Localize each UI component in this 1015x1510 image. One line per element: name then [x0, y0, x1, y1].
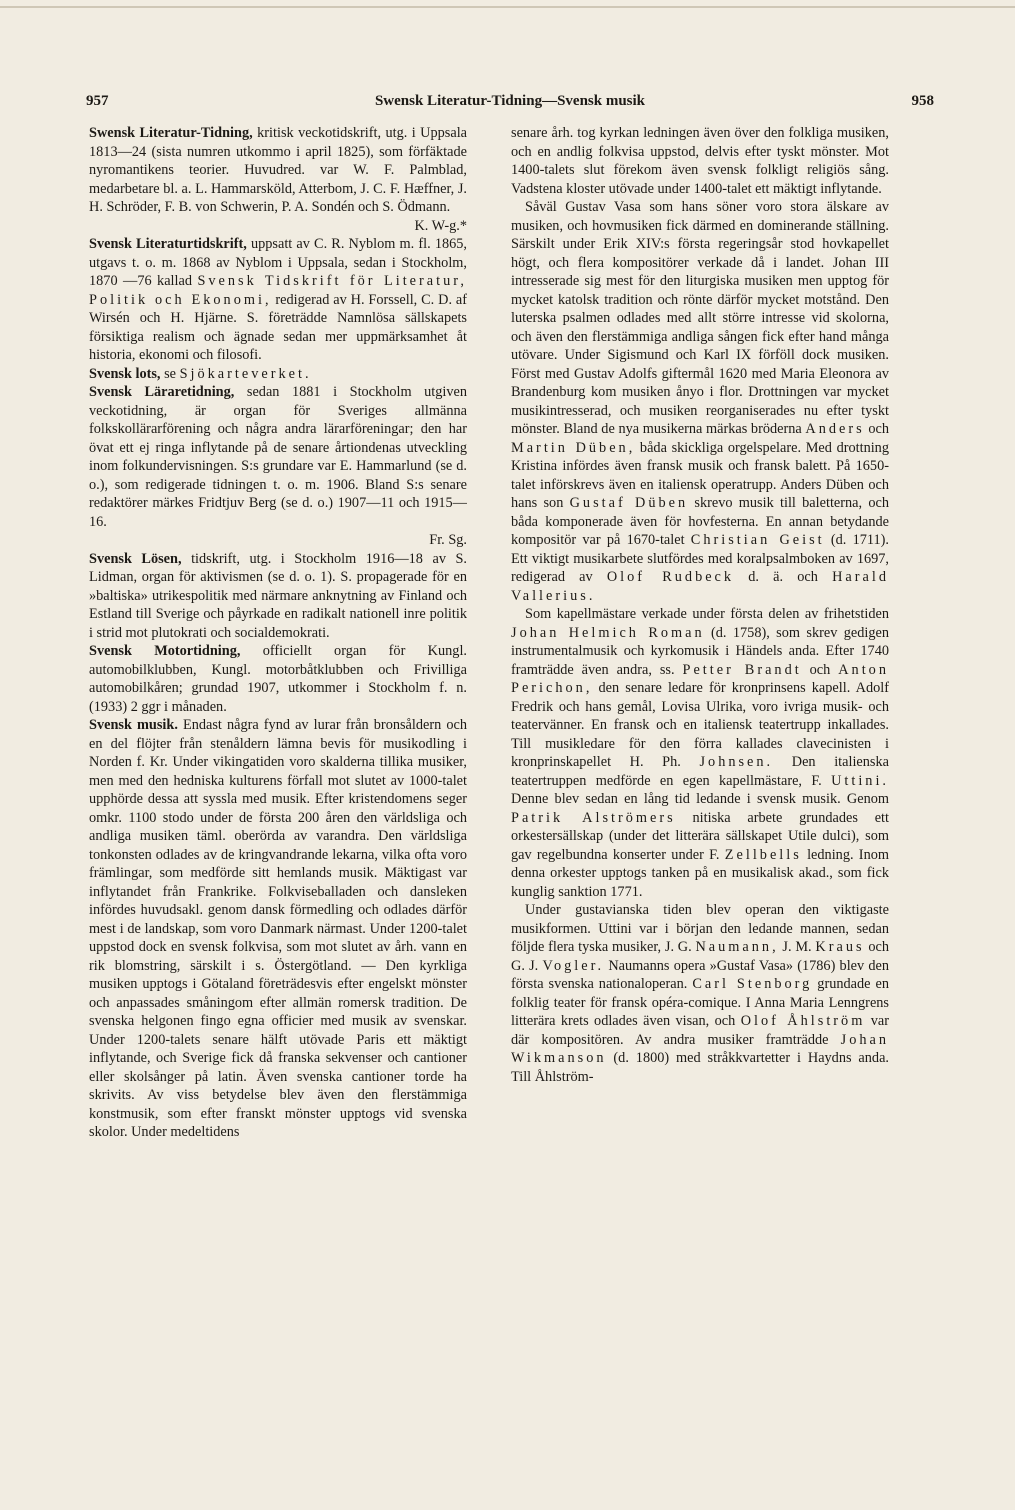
person-name: Christian Geist: [690, 532, 825, 548]
page-number-right: 958: [911, 93, 934, 109]
right-column: [511, 124, 889, 1500]
person-name: Johan Wikmanson: [511, 1031, 889, 1066]
person-name: Gustaf Düben: [569, 495, 689, 511]
entry-body: officiellt organ för Kungl. automobilklubben, Kungl. motorbåtklubben och Frivilliga automobilkåren; grundad 1907, utkommer i Stockholm f. n. (1933) 2 ggr i månaden.: [89, 643, 467, 715]
paragraph: senare årh. tog kyrkan ledningen även över den folkliga musiken, och en andlig folkvisa uppstod, delvis efter tyskt mönster. Mot 1400-talets slut förekom även svensk folkligt religiös sång. Vadstena kloster utövade under 1400-talet ett mäktigt inflytande.: [511, 125, 889, 197]
entry-svensk-laraetidning: [89, 383, 467, 550]
person-name: Johan Helmich Roman: [511, 624, 705, 641]
entry-body: se: [160, 365, 180, 382]
entry-body: Endast några fynd av lurar från bronsåldern och en del flöjter från stenåldern lämna bevis för musikodling i Norden f. Kr. Under vikingatiden voro skalderna tillika musiker, men med den hedniska kulturens förfall mot slutet av 1000-talet upphörde dessa att syssla med musik. Efter kristendomens seger omkr. 1100 stodo under de första 200 åren den världsliga och andliga musiken täml. oberörda av varandra. Den världsliga tonkonsten odlades av de kringvandrande lekarna, vilka ofta voro främlingar, som medförde sitt hemlands musik. Mäktigast var inflytandet från Frankrike. Folkviseballaden och dansleken infördes huvudsakl. genom dansk förmedling och odlades därför mest i de landskap, som voro Danmark närmast. Under 1200-talet uppstod dock en svensk folkvisa, som mot slutet av årh. vann en rik blomstring, särskilt i s. Östergötland. — Den kyrkliga musiken upptogs i Götaland företrädesvis efter engelskt mönster och anpassades småningom efter allmän romersk tradition. De svenska helgonen fingo egna officier med musik av svenskar. Under 1200-talets senare hälft utövade Paris ett mäktigt inflytande, och Sverige fick då franska sekvenser och cantioner eller skolsånger på latin. Även svenska cantioner torde ha skrivits. Av viss betydelse blev även den flerstämmiga konstmusik, som efter franskt mönster upptogs vid svenska skolor. Under medeltidens: [89, 717, 467, 1140]
cross-reference: Sjökarteverket.: [179, 365, 312, 382]
person-name: Anton Perichon,: [511, 661, 889, 696]
entry-swensk-literatur-tidning: [89, 124, 467, 235]
entry-body: kritisk veckotidskrift, utg. i Uppsala 1813—24 (sista numren utkommo i april 1825), som förfäktade nyromantikens teorier. Huvudred. var W. F. Palmblad, medarbetare bl. a. L. Hammarsköld, Atterbom, J. C. F. Hæffner, J. H. Schröder, F. B. von Schwerin, P. A. Sondén och S. Ödmann.: [89, 125, 467, 215]
left-column: [89, 124, 467, 1500]
entry-headword: Svensk Motortidning,: [89, 643, 241, 659]
person-name: Petter Brandt: [682, 661, 802, 678]
entry-body: redigerad av H. Forssell, C. D. af Wirsén och H. Hjärne. S. företrädde Namnlösa sällskapets försiktiga realism och ägnade sedan mer uppmärksamhet åt historia, ekonomi och filosofi.: [89, 291, 467, 363]
entry-headword: Svensk Lösen,: [89, 550, 182, 567]
person-name: Vogler.: [542, 957, 605, 974]
paragraph: Såväl Gustav Vasa som hans söner voro stora älskare av musiken, och hovmusiken fick därmed en dominerande ställning. Särskilt under Erik XIV:s första regeringsår stod hovkapellet högt, och flera kompositörer verkade då i landet. Johan III intresserade sig mest för den liturgiska musiken men upptog för mycket katolsk tradition och rönte därför mycket motstånd. Den luterska psalmen odlades med allt större intresse vid skolorna, och även den flerstämmiga andliga sången fick efter hand många utövare. Under Sigismund och Karl IX förföll dock musiken. Först med Gustav Adolfs giftermål 1620 med Maria Eleonora av Brandenburg kom musiken ånyo i flor. Drottningen var mycket musikintresserad, och musiken reorganiserades nu efter tyskt mönster. Bland de nya musikerna märkas bröderna Anders och Martin Düben, båda skickliga orgelspelare. Med drottning Kristina infördes även fransk musik och fransk balett. På 1650-talet införskrevs även en italiensk operatrupp. Anders Düben och hans son Gustaf Düben skrevo musik till baletterna, och båda komponerade även för hovfesterna. En annan betydande kompositör var på 1670-talet Christian Geist (d. 1711). Ett viktigt musikarbete slutfördes med koralpsalmboken av 1697, redigerad av Olof Rudbeck d. ä. och Harald Vallerius.: [511, 199, 889, 604]
person-name: Carl Stenborg: [692, 976, 813, 992]
entry-svensk-motortidning: [89, 642, 467, 716]
author-signature: K. W-g.*: [414, 217, 467, 234]
page-number-left: 957: [86, 93, 109, 109]
entry-svensk-losen: [89, 550, 467, 643]
person-name: Patrik Alströmers: [511, 809, 676, 826]
entry-headword: Svensk Läraretidning,: [89, 384, 235, 400]
entry-svensk-lots: [89, 365, 467, 384]
person-name: Zellbells: [724, 846, 802, 863]
entry-headword: Svensk Literaturtidskrift,: [89, 236, 247, 252]
entry-svensk-musik: [89, 716, 467, 1142]
person-name: Olof Åhlström: [740, 1013, 866, 1029]
author-signature: Fr. Sg.: [429, 532, 467, 548]
spaced-title: Svensk Tidskrift för Literatur, Politik och Ekonomi,: [89, 273, 467, 308]
top-rule: [0, 6, 1015, 8]
paragraph: Som kapellmästare verkade under första delen av frihetstiden Johan Helmich Roman (d. 1758), som skrev gedigen instrumentalmusik och kyrkomusik i Händels anda. Efter 1740 framträdde även andra, ss. Petter Brandt och Anton Perichon, den senare ledare för kronprinsens kapell. Adolf Fredrik och hans gemål, Lovisa Ulrika, voro ivriga musik- och teatervänner. En fransk och en italiensk teatertrupp inkallades. Till musikledare för den förra kallades clavecinisten i kronprinskapellet H. Ph. Johnsen. Den italienska teatertruppen medförde en egen kapellmästare, F. Uttini. Denne blev sedan en lång tid ledande i svensk musik. Genom Patrik Alströmers nitiska arbete grundades ett orkestersällskap (under det litterära sällskapet Utile dulci), som gav regelbundna konserter under F. Zellbells ledning. Inom denna orkester upptogs tanken på en musikalisk akad., som fick kunglig sanktion 1771.: [511, 606, 889, 900]
person-name: Olof Rudbeck: [606, 569, 735, 585]
entry-headword: Svensk lots,: [89, 365, 161, 382]
running-header: [86, 93, 934, 115]
person-name: Johnsen.: [699, 754, 774, 770]
person-name: Anders: [805, 421, 865, 437]
entry-body: sedan 1881 i Stockholm utgiven veckotidning, är organ för Sveriges allmänna folkskollärarförening och några andra lärarföreningar; den har övat ett ej ringa inflytande på de senare årtiondenas utveckling inom folkundervisningen. S:s grundare var E. Hammarlund (se d. o.), som redigerade tidningen t. o. m. 1906. Bland S:s senare redaktörer märkes Fridtjuv Berg (se d. o.) 1907—11 och 1915—16.: [89, 384, 467, 530]
entry-svensk-literaturtidskrift: [89, 235, 467, 365]
person-name: Naumann,: [695, 939, 779, 955]
person-name: Uttini.: [831, 772, 889, 789]
person-name: Martin Düben,: [511, 439, 636, 456]
entry-body: uppsatt av C. R. Nyblom m. fl. 1865, utgavs t. o. m. 1868 av Nyblom i Uppsala, sedan i Stockholm, 1870 —76 kallad: [89, 236, 467, 289]
entry-headword: Swensk Literatur-Tidning,: [89, 125, 253, 141]
entry-headword: Svensk musik.: [89, 717, 178, 733]
entry-body: tidskrift, utg. i Stockholm 1916—18 av S. Lidman, organ för aktivismen (se d. o. 1). S. propagerade för en »baltiska» utrikespolitik med närmare anknytning av Finland och Estland till Sverige och påyrkade en radikalt nationell inre politik i strid mot plutokrati och socialdemokrati.: [89, 550, 467, 641]
paragraph: Under gustavianska tiden blev operan den viktigaste musikformen. Uttini var i början den ledande mannen, sedan följde flera tyska musiker, J. G. Naumann, J. M. Kraus och G. J. Vogler. Naumanns opera »Gustaf Vasa» (1786) blev den första svenska nationaloperan. Carl Stenborg grundade en folklig teater för fransk opéra-comique. I Anna Maria Lenngrens litterära krets odlades även visan, och Olof Åhlström var där kompositören. Av andra musiker framträdde Johan Wikmanson (d. 1800) med stråkkvartetter i Haydns anda. Till Åhlström-: [511, 902, 889, 1085]
person-name: Kraus: [815, 939, 865, 955]
running-title: Swensk Literatur-Tidning—Svensk musik: [374, 93, 646, 109]
person-name: Harald Vallerius.: [511, 569, 889, 604]
